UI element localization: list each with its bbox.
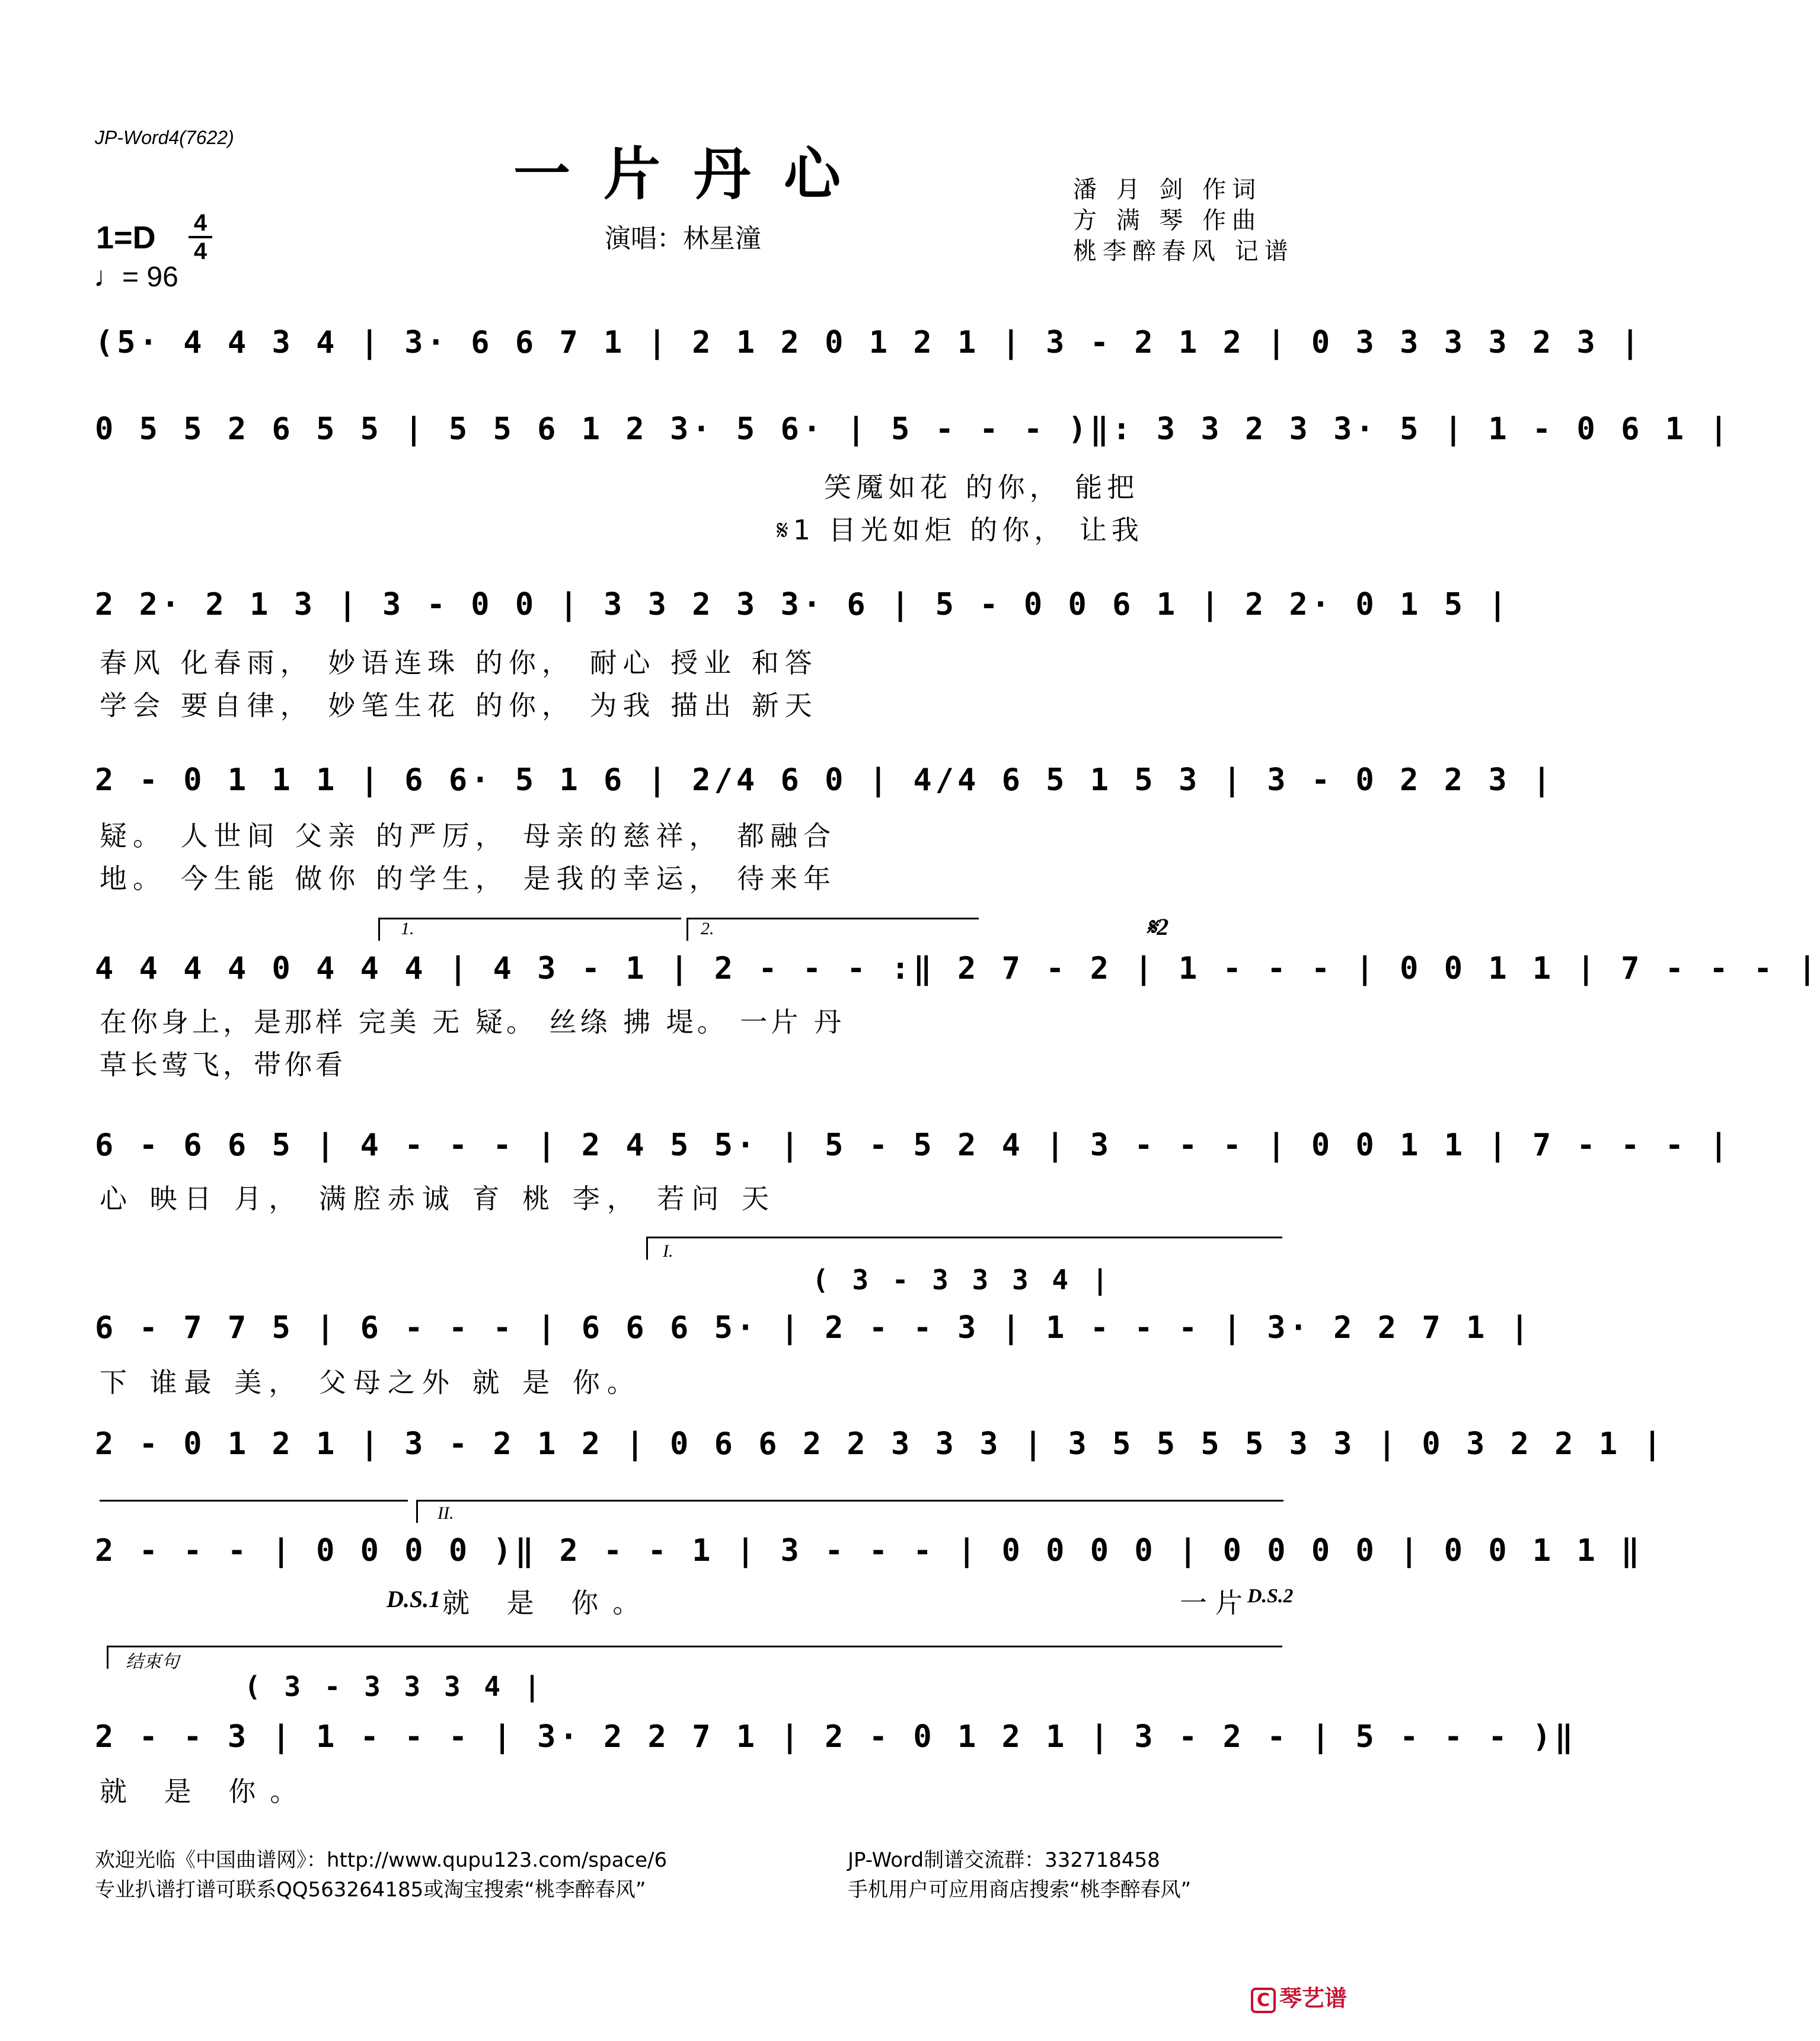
footer-app: 手机用户可应用商店搜索“桃李醉春风” [848,1878,1192,1902]
footer-contact: 专业扒谱打谱可联系QQ563264185或淘宝搜索“桃李醉春风” [95,1878,646,1902]
system-10-notes: 2 - - 3 | 1 - - - | 3· 2 2 7 1 | 2 - 0 1 2 1 | 3 - 2 - | 5 - - - )‖ [95,1719,1577,1755]
system-2-notes: 0 5 5 2 6 5 5 | 5 5 6 1 2 3· 5 6· | 5 - - - )‖: 3 3 2 3 3· 5 | 1 - 0 6 1 | [95,411,1732,447]
time-signature-top: 4 [193,210,207,236]
key-signature: 1=D [96,220,156,255]
system-9-lyrics-1: 就 是 你。 [442,1587,654,1619]
system-4-lyrics-1: 疑。 人世间 父亲 的严厉， 母亲的慈祥， 都融合 [100,820,837,852]
time-signature-bottom: 4 [193,238,207,264]
system-9-notes: 2 - - - | 0 0 0 0 )‖ 2 - - 1 | 3 - - - | 0 0 0 0 | 0 0 0 0 | 0 0 1 1 ‖ [95,1533,1643,1569]
volta-2-bracket [687,918,979,941]
singer-credit: 演唱：林星潼 [605,223,761,254]
system-5-lyrics-2: 草长莺飞，带你看 [100,1049,346,1081]
system-4-notes: 2 - 0 1 1 1 | 6 6· 5 1 6 | 2/4 6 0 | 4/4 6 5 1 5 3 | 3 - 0 2 2 3 | [95,762,1555,798]
song-title: 一片丹心 [513,140,874,207]
ds-1-mark: D.S.1 [387,1586,441,1612]
system-6-lyrics-1: 心 映日 月， 满腔赤诚 育 桃 李， 若问 天 [100,1183,776,1215]
transcriber-credit: 桃李醉春风 记谱 [1073,238,1294,265]
system-3-lyrics-2: 学会 要自律， 妙笔生花 的你， 为我 描出 新天 [100,689,818,721]
volta-ii-label: II. [438,1503,454,1523]
volta-i-label: I. [663,1241,673,1261]
footer-website: 欢迎光临《中国曲谱网》：http://www.qupu123.com/space/6 [95,1848,668,1872]
ds-2-mark: D.S.2 [1247,1585,1294,1607]
time-signature [189,211,212,263]
ending-bracket [107,1646,1282,1669]
system-7-lyrics-1: 下 谁最 美， 父母之外 就 是 你。 [100,1366,641,1398]
system-7-notes: 6 - 7 7 5 | 6 - - - | 6 6 6 5· | 2 - - 3 | 1 - - - | 3· 2 2 7 1 | [95,1310,1532,1346]
tempo-marking: ♩= 96 [94,261,178,293]
system-4-lyrics-2: 地。 今生能 做你 的学生， 是我的幸运， 待来年 [100,863,837,895]
system-3-lyrics-1: 春风 化春雨， 妙语连珠 的你， 耐心 授业 和答 [100,647,818,679]
system-5-lyrics-1: 在你身上，是那样 完美 无 疑。 丝绦 拂 堤。 一片 丹 [100,1006,845,1038]
system-6-notes: 6 - 6 6 5 | 4 - - - | 2 4 5 5· | 5 - 5 2 4 | 3 - - - | 0 0 1 1 | 7 - - - | [95,1127,1732,1163]
segno-2-mark: 𝄋2 [1147,914,1169,940]
lyricist-credit: 潘 月 剑 作词 [1073,176,1262,203]
system-2-lyrics-2: 𝄋1 目光如炬 的你， 让我 [777,514,1144,546]
composer-credit: 方 满 琴 作曲 [1073,207,1262,234]
logo-text: 琴艺谱 [1279,1985,1348,2011]
system-1-notes: (5· 4 4 3 4 | 3· 6 6 7 1 | 2 1 2 0 1 2 1 | 3 - 2 1 2 | 0 3 3 3 3 2 3 | [95,325,1643,360]
logo-mark-icon: C [1251,1988,1276,2013]
system-10-ossia: ( 3 - 3 3 3 4 | [244,1671,544,1703]
volta-ii-left-line [100,1500,408,1502]
program-label: JP-Word4(7622) [95,127,234,148]
system-3-notes: 2 2· 2 1 3 | 3 - 0 0 | 3 3 2 3 3· 6 | 5 - 0 0 6 1 | 2 2· 0 1 5 | [95,587,1511,622]
volta-2-label: 2. [701,919,714,938]
ending-label: 结束句 [126,1652,179,1672]
system-7-ossia: ( 3 - 3 3 3 4 | [812,1264,1112,1296]
system-2-lyrics-1: 笑魇如花 的你， 能把 [824,471,1139,503]
volta-1-bracket [378,918,681,941]
volta-i-bracket [646,1237,1282,1260]
footer-group: JP-Word制谱交流群：332718458 [848,1848,1160,1872]
qinyipu-logo [1251,1980,1347,2013]
volta-ii-bracket [416,1500,1283,1523]
system-8-notes: 2 - 0 1 2 1 | 3 - 2 1 2 | 0 6 6 2 2 3 3 3 | 3 5 5 5 5 3 3 | 0 3 2 2 1 | [95,1426,1665,1462]
volta-1-label: 1. [401,919,414,938]
system-5-notes: 4 4 4 4 0 4 4 4 | 4 3 - 1 | 2 - - - :‖ 2 7 - 2 | 1 - - - | 0 0 1 1 | 7 - - - | [95,951,1820,986]
system-10-lyrics-1: 就 是 你。 [100,1775,312,1807]
system-9-lyrics-end: 一片 [1180,1587,1251,1619]
